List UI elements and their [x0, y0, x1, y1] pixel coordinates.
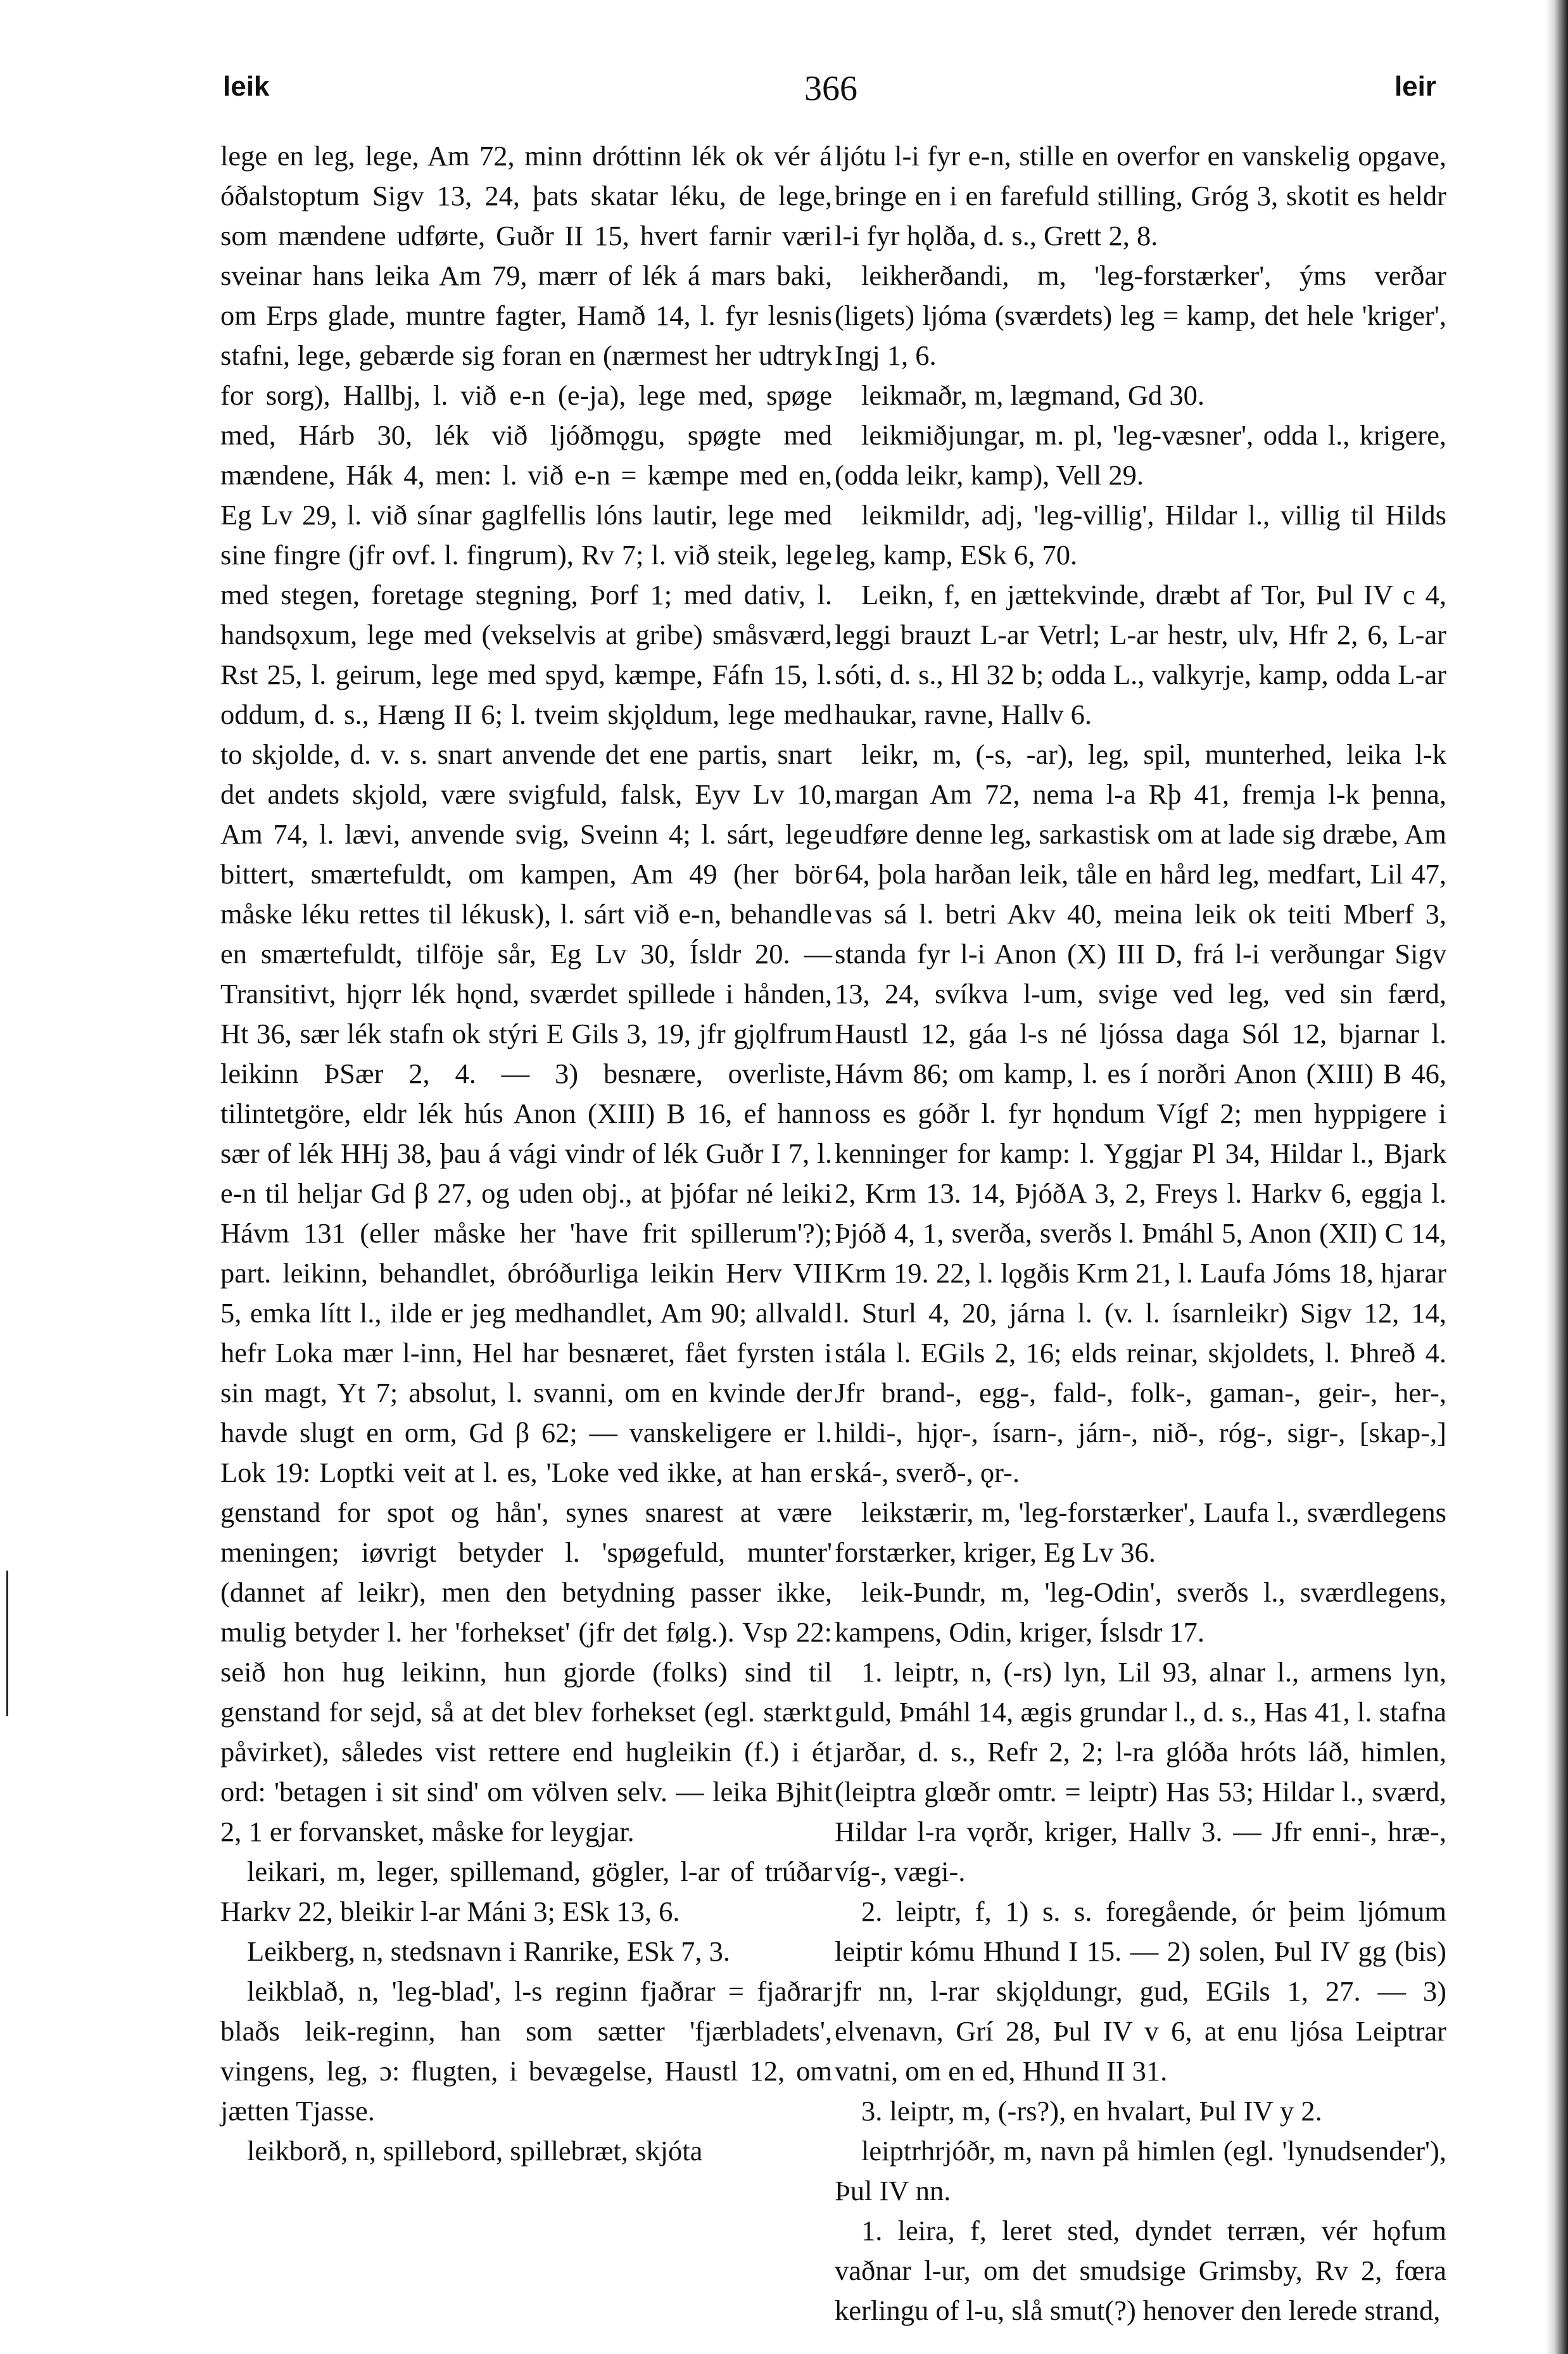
- entry-leikari: leikari, m, leger, spillemand, gögler, l-ar of trúðar Harkv 22, bleikir l-ar Máni 3; ESk 13, 6.: [220, 1856, 832, 1927]
- entry-leikblad: leikblað, n, 'leg-blad', l-s reginn fjaðrar = fjaðrar blaðs leik-reginn, han som sætter 'fjærbladets', vingens, leg, ɔ: flugten, i bevægelse, Haustl 12, om jætten Tjasse.: [220, 1975, 832, 2127]
- entry-leiptr-3: 3. leiptr, m, (-rs?), en hvalart, Þul IV y 2.: [861, 2095, 1322, 2127]
- left-column: [220, 136, 832, 2171]
- running-head-left: leik: [223, 71, 270, 102]
- page-number: 366: [804, 69, 857, 108]
- entry-leikn: Leikn, f, en jættekvinde, dræbt af Tor, Þul IV c 4, leggi brauzt L-ar Vetrl; L-ar hestr, ulv, Hfr 2, 6, L-ar sóti, d. s., Hl 32 b; odda L., valkyrje, kamp, odda L-ar haukar, ravne, Hallv 6.: [835, 579, 1446, 730]
- entry-leiptrhrjodr: leiptrhrjóðr, m, navn på himlen (egl. 'lynudsender'), Þul IV nn.: [835, 2135, 1446, 2206]
- entry-leikstaerir: leikstærir, m, 'leg-forstærker', Laufa l., sværdlegens forstærker, kriger, Eg Lv 36.: [835, 1497, 1446, 1568]
- right-column: [835, 136, 1446, 2331]
- entry-leikmidjungar: leikmiðjungar, m. pl, 'leg-væsner', odda l., krigere, (odda leikr, kamp), Vell 29.: [835, 419, 1446, 491]
- entry-leikmildr: leikmildr, adj, 'leg-villig', Hildar l., villig til Hilds leg, kamp, ESk 6, 70.: [835, 499, 1446, 571]
- entry-leik-thundr: leik-Þundr, m, 'leg-Odin', sverðs l., sværdlegens, kampens, Odin, kriger, Íslsdr 17.: [835, 1576, 1446, 1648]
- entry-continuation-leikbord: ljótu l-i fyr e-n, stille en overfor en vanskelig opgave, bringe en i en farefuld stilling, Gróg 3, skotit es heldr l-i fyr hǫlða, d. s., Grett 2, 8.: [835, 140, 1446, 251]
- entry-leikmadr: leikmaðr, m, lægmand, Gd 30.: [861, 379, 1205, 411]
- entry-leikherdandi: leikherðandi, m, 'leg-forstærker', ýms verðar (ligets) ljóma (sværdets) leg = kamp, det hele 'kriger', Ingj 1, 6.: [835, 260, 1446, 371]
- running-head-right: leir: [1394, 71, 1436, 102]
- margin-mark: [6, 1571, 8, 1716]
- entry-leiptr-1: 1. leiptr, n, (-rs) lyn, Lil 93, alnar l., armens lyn, guld, Þmáhl 14, ægis grundar l., d. s., Has 41, l. stafna jarðar, d. s., Refr 2, 2; l-ra glóða hróts láð, himlen, (leiptra glœðr omtr. = leiptr) Has 53; Hildar l., sværd, Hildar l-ra vǫrðr, kriger, Hallv 3. — Jfr enni-, hræ-, víg-, vægi-.: [835, 1656, 1446, 1887]
- entry-leira-1: 1. leira, f, leret sted, dyndet terræn, vér hǫfum vaðnar l-ur, om det smudsige Grimsby, Rv 2, fœra kerlingu of l-u, slå smut(?) henover den lerede strand,: [835, 2215, 1446, 2326]
- entry-leikbord: leikborð, n, spillebord, spillebræt, skjóta: [247, 2135, 703, 2167]
- entry-continuation-leika: lege en leg, lege, Am 72, minn dróttinn lék ok vér á óðalstoptum Sigv 13, 24, þats skatar léku, de lege, som mændene udførte, Guðr II 15, hvert farnir væri sveinar hans leika Am 79, mærr of lék á mars baki, om Erps glade, muntre fagter, Hamð 14, l. fyr lesnis stafni, lege, gebærde sig foran en (nærmest her udtryk for sorg), Hallbj, l. við e-n (e-ja), lege med, spøge med, Hárb 30, lék við ljóðmǫgu, spøgte med mændene, Hák 4, men: l. við e-n = kæmpe med en, Eg Lv 29, l. við sínar gaglfellis lóns lautir, lege med sine fingre (jfr ovf. l. fingrum), Rv 7; l. við steik, lege med stegen, foretage stegning, Þorf 1; med dativ, l. handsǫxum, lege med (vekselvis at gribe) småsværd, Rst 25, l. geirum, lege med spyd, kæmpe, Fáfn 15, l. oddum, d. s., Hæng II 6; l. tveim skjǫldum, lege med to skjolde, d. v. s. snart anvende det ene partis, snart det andets skjold, være svigfuld, falsk, Eyv Lv 10, Am 74, l. lævi, anvende svig, Sveinn 4; l. sárt, lege bittert, smærtefuldt, om kampen, Am 49 (her bör måske léku rettes til lékusk), l. sárt við e-n, behandle en smærtefuldt, tilföje sår, Eg Lv 30, Ísldr 20. — Transitivt, hjǫrr lék hǫnd, sværdet spillede i hånden, Ht 36, sær lék stafn ok stýri E Gils 3, 19, jfr gjǫlfrum leikinn ÞSær 2, 4. — 3) besnære, overliste, tilintetgöre, eldr lék hús Anon (XIII) B 16, ef hann sær of lék HHj 38, þau á vági vindr of lék Guðr I 7, l. e-n til heljar Gd β 27, og uden obj., at þjófar né leiki Hávm 131 (eller måske her 'have frit spillerum'?); part. leikinn, behandlet, óbróðurliga leikin Herv VII 5, emka lítt l., ilde er jeg medhandlet, Am 90; allvald hefr Loka mær l-inn, Hel har besnæret, fået fyrsten i sin magt, Yt 7; absolut, l. svanni, om en kvinde der havde slugt en orm, Gd β 62; — vanskeligere er l. Lok 19: Loptki veit at l. es, 'Loke ved ikke, at han er genstand for spot og hån', synes snarest at være meningen; iøvrigt betyder l. 'spøgefuld, munter' (dannet af leikr), men den betydning passer ikke, mulig betyder l. her 'forhekset' (jfr det følg.). Vsp 22: seið hon hug leikinn, hun gjorde (folks) sind til genstand for sejd, så at det blev forhekset (egl. stærkt påvirket), således vist rettere end hugleikin (f.) i ét ord: 'betagen i sit sind' om völven selv. — leika Bjhit 2, 1 er forvansket, måske for leygjar.: [220, 140, 832, 1847]
- scan-edge-shadow: [1545, 0, 1568, 2354]
- entry-leiptr-2: 2. leiptr, f, 1) s. s. foregående, ór þeim ljómum leiptir kómu Hhund I 15. — 2) solen, Þul IV gg (bis) jfr nn, l-rar skjǫldungr, gud, EGils 1, 27. — 3) elvenavn, Grí 28, Þul IV v 6, at enu ljósa Leiptrar vatni, om en ed, Hhund II 31.: [835, 1895, 1446, 2087]
- entry-leikr: leikr, m, (-s, -ar), leg, spil, munterhed, leika l-k margan Am 72, nema l-a Rþ 41, fremja l-k þenna, udføre denne leg, sarkastisk om at lade sig dræbe, Am 64, þola harðan leik, tåle en hård leg, medfart, Lil 47, vas sá l. betri Akv 40, meina leik ok teiti Mberf 3, standa fyr l-i Anon (X) III D, frá l-i verðungar Sigv 13, 24, svíkva l-um, svige ved leg, ved sin færd, Haustl 12, gáa l-s né ljóssa daga Sól 12, bjarnar l. Hávm 86; om kamp, l. es í norðri Anon (XIII) B 46, oss es góðr l. fyr hǫndum Vígf 2; men hyppigere i kenninger for kamp: l. Yggjar Pl 34, Hildar l., Bjark 2, Krm 13. 14, ÞjóðA 3, 2, Freys l. Harkv 6, eggja l. Þjóð 4, 1, sverða, sverðs l. Þmáhl 5, Anon (XII) C 14, Krm 19. 22, l. lǫgðis Krm 21, l. Laufa Jóms 18, hjarar l. Sturl 4, 20, járna l. (v. l. ísarnleikr) Sigv 12, 14, stála l. EGils 2, 16; elds reinar, skjoldets, l. Þhreð 4. Jfr brand-, egg-, fald-, folk-, gaman-, geir-, her-, hildi-, hjǫr-, ísarn-, járn-, nið-, róg-, sigr-, [skap-,] ská-, sverð-, ǫr-.: [835, 738, 1446, 1488]
- entry-leikberg: Leikberg, n, stedsnavn i Ranrike, ESk 7, 3.: [247, 1935, 730, 1967]
